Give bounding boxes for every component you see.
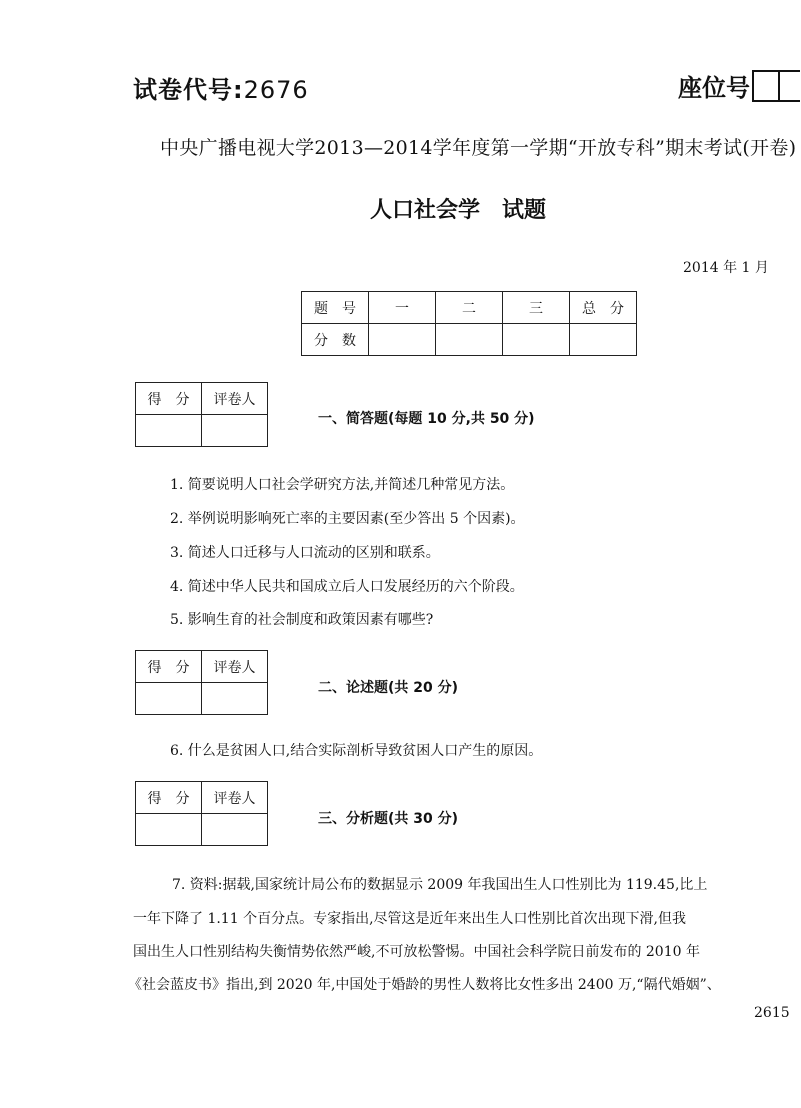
exam-code bbox=[133, 70, 309, 105]
section-heading-3: 三、分析题(共 30 分) bbox=[318, 811, 459, 827]
grader-score-label: 得 分 bbox=[136, 651, 202, 683]
exam-date: 2014 年 1 月 bbox=[683, 260, 769, 276]
exam-title: 人口社会学 试题 bbox=[370, 198, 547, 223]
score-table-cell: 一 bbox=[369, 292, 436, 324]
exam-header: 中央广播电视大学2013—2014学年度第一学期“开放专科”期末考试(开卷) bbox=[160, 137, 797, 159]
question-7-line-1: 7. 资料:据载,国家统计局公布的数据显示 2009 年我国出生人口性别比为 119.45,比上 bbox=[172, 877, 708, 893]
question-1: 1. 简要说明人口社会学研究方法,并简述几种常见方法。 bbox=[170, 477, 515, 493]
question-7-line-4: 《社会蓝皮书》指出,到 2020 年,中国处于婚龄的男性人数将比女性多出 2400 万,“隔代婚姻”、 bbox=[128, 977, 721, 993]
score-table bbox=[301, 291, 637, 356]
exam-code-number: 2676 bbox=[243, 76, 309, 104]
grader-blank-cell bbox=[136, 415, 202, 447]
seat-label: 座位号 bbox=[678, 74, 750, 102]
grader-blank-cell bbox=[136, 814, 202, 846]
grader-blank-cell bbox=[202, 415, 268, 447]
grader-score-label: 得 分 bbox=[136, 383, 202, 415]
grader-name-label: 评卷人 bbox=[202, 383, 268, 415]
question-7-line-2: 一年下降了 1.11 个百分点。专家指出,尽管这是近年来出生人口性别比首次出现下滑,但我 bbox=[133, 911, 686, 927]
grader-name-label: 评卷人 bbox=[202, 651, 268, 683]
score-table-cell: 总 分 bbox=[570, 292, 637, 324]
question-3: 3. 简述人口迁移与人口流动的区别和联系。 bbox=[170, 545, 440, 561]
section-heading-1: 一、简答题(每题 10 分,共 50 分) bbox=[318, 411, 535, 427]
score-table-cell: 二 bbox=[436, 292, 503, 324]
grader-box-1 bbox=[135, 382, 268, 447]
grader-blank-cell bbox=[136, 683, 202, 715]
grader-name-label: 评卷人 bbox=[202, 782, 268, 814]
score-blank-cell bbox=[503, 324, 570, 356]
score-blank-cell bbox=[570, 324, 637, 356]
score-table-cell: 分 数 bbox=[302, 324, 369, 356]
question-4: 4. 简述中华人民共和国成立后人口发展经历的六个阶段。 bbox=[170, 579, 524, 595]
question-5: 5. 影响生育的社会制度和政策因素有哪些? bbox=[170, 612, 434, 628]
question-2: 2. 举例说明影响死亡率的主要因素(至少答出 5 个因素)。 bbox=[170, 511, 525, 527]
score-table-header-row bbox=[302, 292, 637, 324]
exam-code-label: 试卷代号 bbox=[133, 76, 233, 104]
score-blank-cell bbox=[436, 324, 503, 356]
grader-score-label: 得 分 bbox=[136, 782, 202, 814]
section-heading-2: 二、论述题(共 20 分) bbox=[318, 680, 459, 696]
exam-code-colon: : bbox=[233, 76, 244, 104]
question-6: 6. 什么是贫困人口,结合实际剖析导致贫困人口产生的原因。 bbox=[170, 743, 543, 759]
score-table-score-row bbox=[302, 324, 637, 356]
grader-blank-cell bbox=[202, 814, 268, 846]
page-number: 2615 bbox=[754, 1005, 790, 1021]
grader-box-3 bbox=[135, 781, 268, 846]
score-table-cell: 三 bbox=[503, 292, 570, 324]
score-table-cell: 题 号 bbox=[302, 292, 369, 324]
grader-box-2 bbox=[135, 650, 268, 715]
grader-blank-cell bbox=[202, 683, 268, 715]
score-blank-cell bbox=[369, 324, 436, 356]
seat-number-box bbox=[752, 70, 800, 102]
question-7-line-3: 国出生人口性别结构失衡情势依然严峻,不可放松警惕。中国社会科学院日前发布的 2010 年 bbox=[133, 944, 700, 960]
